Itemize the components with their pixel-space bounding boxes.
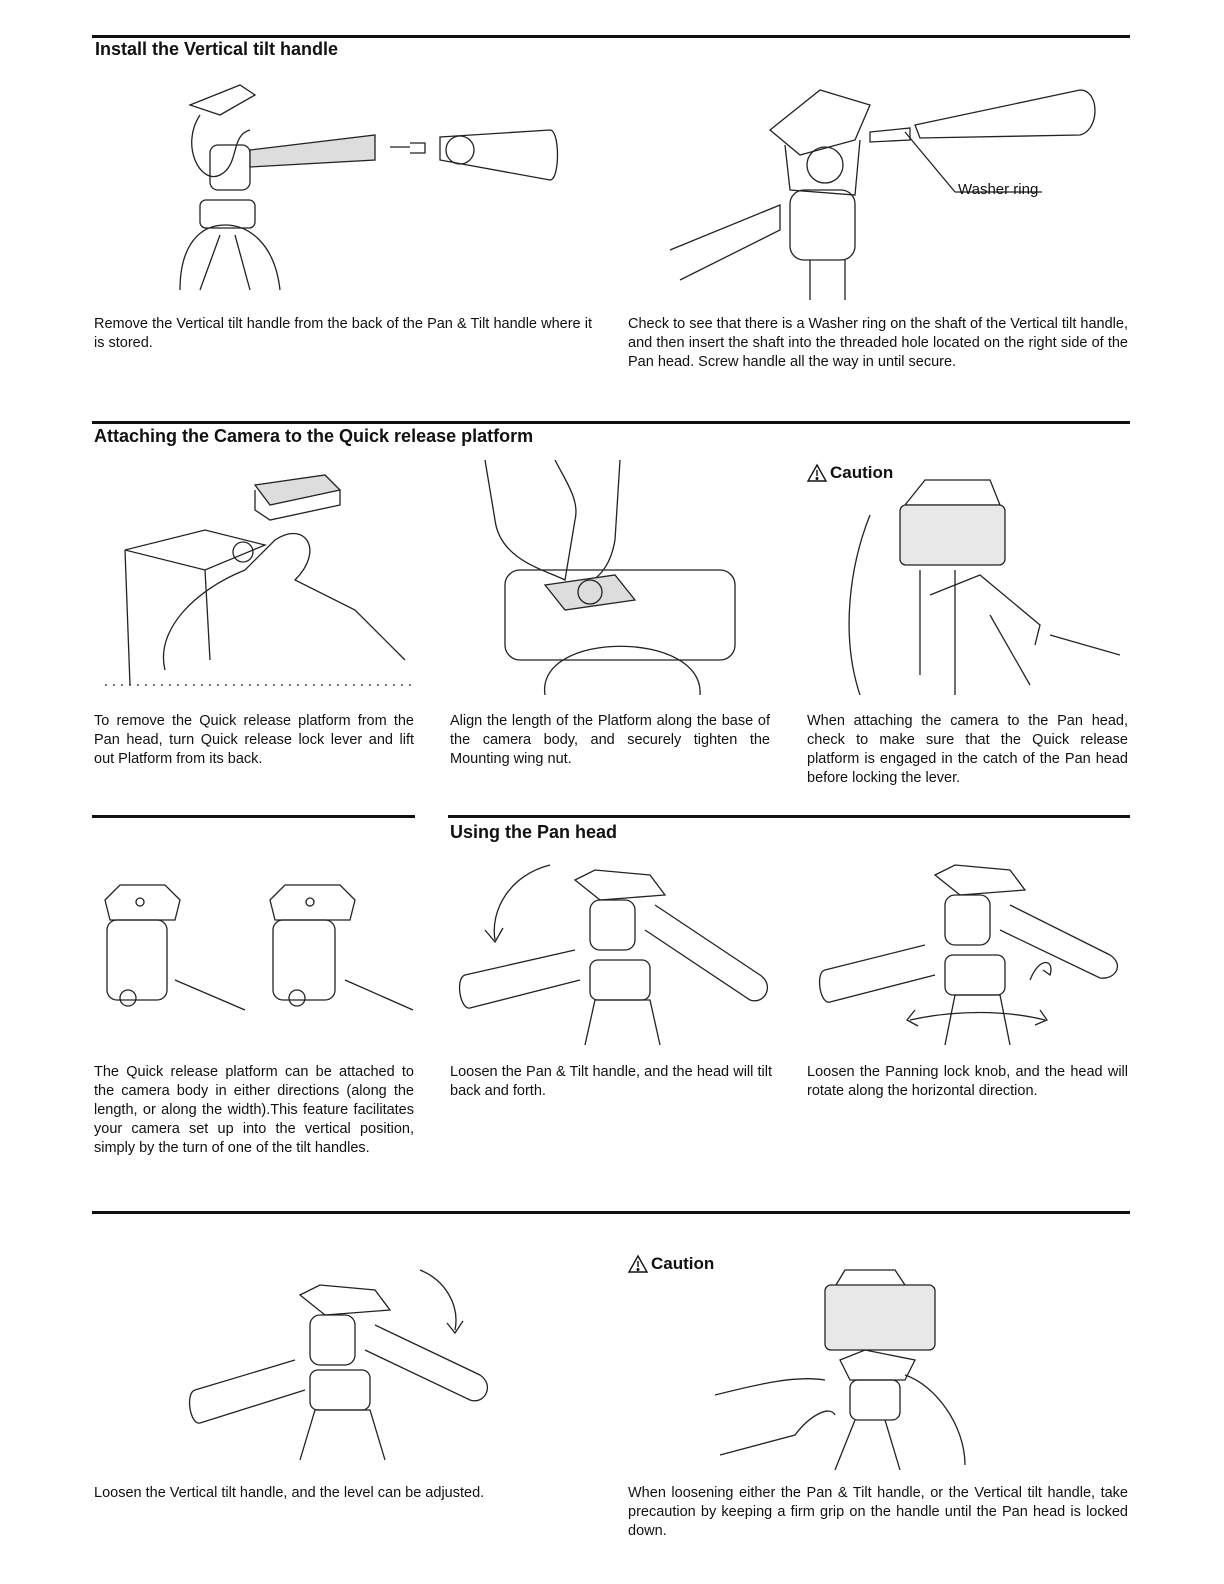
- section-title-pan-head: Using the Pan head: [450, 822, 618, 842]
- figure-tilt-back-forth: [455, 860, 785, 1050]
- figure-level-adjust: [185, 1265, 505, 1465]
- figure-attach-camera: [830, 475, 1120, 695]
- section-rule: [92, 815, 415, 818]
- warning-icon: [806, 463, 828, 483]
- figure-remove-tilt-handle: [160, 75, 560, 300]
- caption-firm-grip: When loosening either the Pan & Tilt handle, or the Vertical tilt handle, take precaution by keeping a firm grip on the handle until the Pan head is locked down.: [628, 1485, 1128, 1539]
- figure-platform-directions: [95, 880, 415, 1030]
- figure-align-platform: [475, 460, 775, 695]
- washer-ring-label: Washer ring: [958, 181, 1039, 198]
- caution-text: Caution: [830, 463, 894, 482]
- caption-remove-tilt-handle: Remove the Vertical tilt handle from the back of the Pan & Tilt handle where it is stored.: [94, 316, 592, 351]
- figure-remove-platform: [105, 460, 415, 695]
- caution-text: Caution: [651, 1254, 715, 1273]
- caption-tilt-back-forth: Loosen the Pan & Tilt handle, and the head will tilt back and forth.: [450, 1064, 772, 1099]
- caption-remove-platform: To remove the Quick release platform from the Pan head, turn Quick release lock lever and lift out Platform from its back.: [94, 713, 414, 767]
- figure-firm-grip: [715, 1265, 975, 1470]
- section-title-quick-release: Attaching the Camera to the Quick release platform: [94, 426, 534, 446]
- caption-align-platform: Align the length of the Platform along the base of the camera body, and securely tighten the Mounting wing nut.: [450, 713, 770, 767]
- figure-horizontal-rotate: [815, 860, 1125, 1050]
- caption-level-adjust: Loosen the Vertical tilt handle, and the level can be adjusted.: [94, 1485, 485, 1501]
- warning-icon: [627, 1254, 649, 1274]
- caption-insert-tilt-handle: Check to see that there is a Washer ring on the shaft of the Vertical tilt handle, and then insert the shaft into the threaded hole located on the right side of the Pan head. Screw handle all the way in until secure.: [628, 316, 1128, 370]
- caption-platform-directions: The Quick release platform can be attached to the camera body in either directions (along the length, or along the width).This feature facilitates your camera set up into the vertical position, simply by the turn of one of the tilt handles.: [94, 1064, 414, 1156]
- section-title-vertical-tilt: Install the Vertical tilt handle: [95, 39, 339, 59]
- section-rule: [448, 815, 1130, 818]
- caution-label-2: [627, 1254, 714, 1274]
- caption-attach-camera: When attaching the camera to the Pan head, check to make sure that the Quick release platform is engaged in the catch of the Pan head before locking the lever.: [807, 713, 1128, 786]
- section-rule: [92, 1211, 1130, 1214]
- section-rule: [92, 421, 1130, 424]
- caption-horizontal-rotate: Loosen the Panning lock knob, and the head will rotate along the horizontal direction.: [807, 1064, 1128, 1099]
